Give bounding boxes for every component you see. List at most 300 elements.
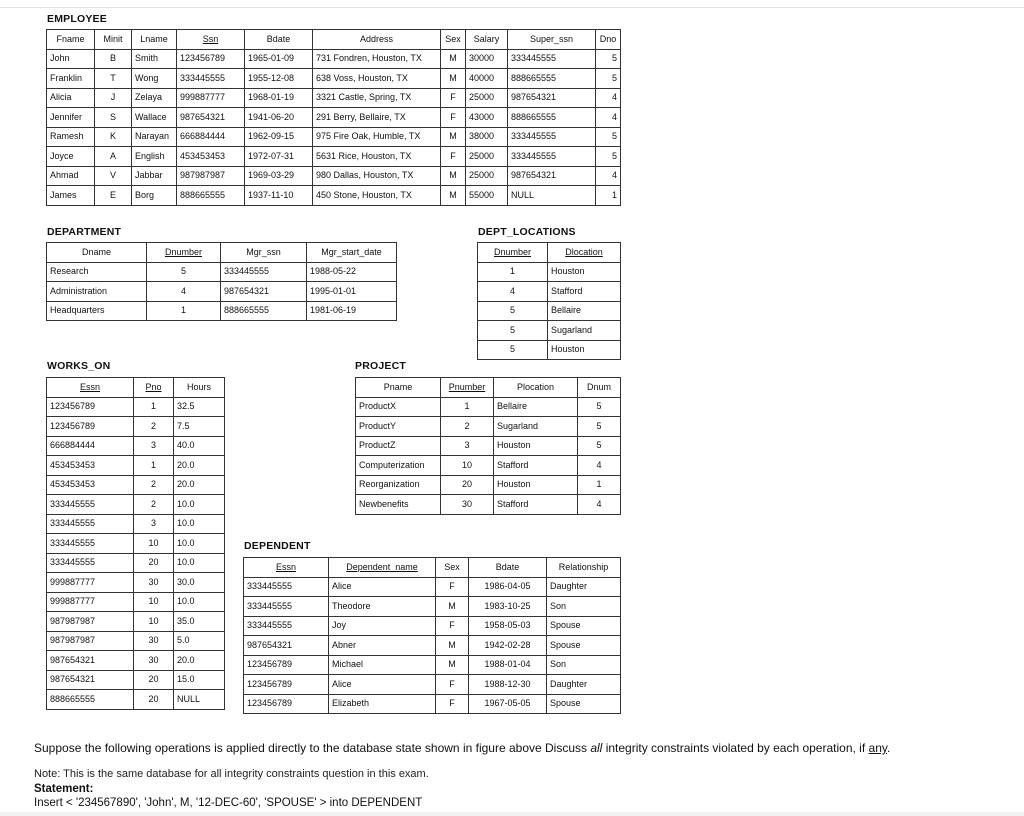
works-on-cell: 20 (134, 690, 174, 710)
dependent-row (244, 655, 621, 675)
department-cell: 1981-06-19 (307, 301, 397, 321)
department-table (46, 242, 397, 321)
employee-cell: F (441, 88, 466, 108)
works-on-cell: 999887777 (47, 573, 134, 593)
employee-cell: 4 (596, 166, 621, 186)
works-on-cell: 7.5 (174, 417, 225, 437)
employee-row (47, 147, 621, 167)
employee-cell: 980 Dallas, Houston, TX (313, 166, 441, 186)
dependent-cell: 123456789 (244, 694, 329, 714)
note-text: Note: This is the same database for all integrity constraints question in this exam. (34, 768, 429, 780)
employee-cell: Narayan (132, 127, 177, 147)
employee-body (47, 49, 621, 205)
dependent-cell: Son (547, 655, 621, 675)
department-cell: 987654321 (221, 282, 307, 302)
works-on-row (47, 475, 225, 495)
employee-cell: 888665555 (508, 108, 596, 128)
project-row (356, 417, 621, 437)
employee-cell: 43000 (466, 108, 508, 128)
employee-col-dno: Dno (596, 30, 621, 50)
dept-locations-cell: 4 (478, 282, 548, 302)
dept-locations-body (478, 262, 621, 360)
dependent-cell: F (436, 675, 469, 695)
employee-cell: 25000 (466, 166, 508, 186)
project-cell: Stafford (494, 456, 578, 476)
dependent-cell: 333445555 (244, 577, 329, 597)
works-on-cell: 3 (134, 514, 174, 534)
department-body (47, 262, 397, 321)
dependent-cell: Daughter (547, 675, 621, 695)
dependent-cell: Joy (329, 616, 436, 636)
employee-col-sex: Sex (441, 30, 466, 50)
works-on-table (46, 377, 225, 710)
question-text (34, 741, 890, 755)
employee-cell: 1965-01-09 (245, 49, 313, 69)
employee-cell: 1955-12-08 (245, 69, 313, 89)
dependent-cell: 1983-10-25 (469, 597, 547, 617)
department-col-dname: Dname (47, 243, 147, 263)
employee-cell: 5 (596, 147, 621, 167)
employee-cell: B (95, 49, 132, 69)
employee-cell: 333445555 (177, 69, 245, 89)
works-on-cell: 10 (134, 592, 174, 612)
employee-cell: 4 (596, 88, 621, 108)
works-on-row (47, 495, 225, 515)
department-cell: 1988-05-22 (307, 262, 397, 282)
project-cell: 10 (441, 456, 494, 476)
works-on-cell: 987987987 (47, 631, 134, 651)
works-on-cell: 15.0 (174, 670, 225, 690)
employee-cell: M (441, 69, 466, 89)
project-row (356, 495, 621, 515)
dept-locations-col-dnumber: Dnumber (478, 243, 548, 263)
employee-cell: 987654321 (508, 166, 596, 186)
dependent-row (244, 616, 621, 636)
employee-cell: Zelaya (132, 88, 177, 108)
works-on-cell: NULL (174, 690, 225, 710)
works-on-body (47, 397, 225, 709)
employee-cell: S (95, 108, 132, 128)
works-on-row (47, 553, 225, 573)
employee-cell: Ahmad (47, 166, 95, 186)
question-emphasis: all (590, 741, 603, 755)
bottom-bar (0, 812, 1024, 816)
works-on-cell: 20.0 (174, 456, 225, 476)
employee-cell: 987654321 (508, 88, 596, 108)
works-on-cell: 666884444 (47, 436, 134, 456)
works-on-row (47, 690, 225, 710)
employee-cell: J (95, 88, 132, 108)
employee-cell: 4 (596, 108, 621, 128)
project-cell: 1 (578, 475, 621, 495)
works-on-row (47, 670, 225, 690)
project-cell: Sugarland (494, 417, 578, 437)
dependent-header-row (244, 558, 621, 578)
dept-locations-row (478, 340, 621, 360)
employee-col-lname: Lname (132, 30, 177, 50)
project-cell: ProductY (356, 417, 441, 437)
employee-cell: 638 Voss, Houston, TX (313, 69, 441, 89)
works-on-row (47, 417, 225, 437)
project-cell: 30 (441, 495, 494, 515)
project-cell: Computerization (356, 456, 441, 476)
employee-cell: M (441, 166, 466, 186)
works-on-cell: 32.5 (174, 397, 225, 417)
employee-cell: 40000 (466, 69, 508, 89)
works-on-cell: 123456789 (47, 417, 134, 437)
statement-label: Statement: (34, 783, 94, 795)
department-cell: 4 (147, 282, 221, 302)
employee-cell: 3321 Castle, Spring, TX (313, 88, 441, 108)
works-on-cell: 10.0 (174, 553, 225, 573)
works-on-cell: 30 (134, 651, 174, 671)
works-on-cell: 987654321 (47, 651, 134, 671)
works-on-cell: 30.0 (174, 573, 225, 593)
project-body (356, 397, 621, 514)
employee-col-ssn: Ssn (177, 30, 245, 50)
project-cell: 1 (441, 397, 494, 417)
works-on-row (47, 573, 225, 593)
dependent-row (244, 694, 621, 714)
department-cell: 1995-01-01 (307, 282, 397, 302)
employee-cell: 1968-01-19 (245, 88, 313, 108)
project-cell: Stafford (494, 495, 578, 515)
employee-cell: A (95, 147, 132, 167)
employee-cell: 666884444 (177, 127, 245, 147)
project-cell: 4 (578, 495, 621, 515)
dependent-cell: Daughter (547, 577, 621, 597)
works-on-cell: 30 (134, 631, 174, 651)
question-underline: any (868, 741, 887, 755)
works-on-cell: 20 (134, 670, 174, 690)
dept-locations-row (478, 321, 621, 341)
dependent-cell: Spouse (547, 636, 621, 656)
works-on-row (47, 631, 225, 651)
dept-locations-col-dlocation: Dlocation (548, 243, 621, 263)
dept-locations-table (477, 242, 621, 360)
dept-locations-cell: Houston (548, 340, 621, 360)
dependent-cell: Spouse (547, 616, 621, 636)
dependent-cell: 123456789 (244, 655, 329, 675)
dependent-body (244, 577, 621, 714)
dependent-cell: 333445555 (244, 597, 329, 617)
employee-cell: Smith (132, 49, 177, 69)
employee-cell: 1972-07-31 (245, 147, 313, 167)
dependent-row (244, 636, 621, 656)
employee-row (47, 166, 621, 186)
employee-cell: 333445555 (508, 127, 596, 147)
employee-cell: 453453453 (177, 147, 245, 167)
works-on-cell: 40.0 (174, 436, 225, 456)
project-cell: 4 (578, 456, 621, 476)
project-cell: 20 (441, 475, 494, 495)
employee-cell: 1937-11-10 (245, 186, 313, 206)
employee-cell: Joyce (47, 147, 95, 167)
employee-cell: 291 Berry, Bellaire, TX (313, 108, 441, 128)
dependent-cell: 1988-01-04 (469, 655, 547, 675)
department-cell: 5 (147, 262, 221, 282)
question-part2: integrity constraints violated by each operation, if (602, 741, 869, 755)
works-on-header-row (47, 378, 225, 398)
dependent-col-sex: Sex (436, 558, 469, 578)
dependent-cell: 1967-05-05 (469, 694, 547, 714)
employee-cell: M (441, 127, 466, 147)
dept-locations-cell: 5 (478, 321, 548, 341)
dept-locations-cell: 5 (478, 340, 548, 360)
works-on-cell: 2 (134, 417, 174, 437)
dependent-cell: Michael (329, 655, 436, 675)
employee-cell: 55000 (466, 186, 508, 206)
works-on-cell: 20 (134, 553, 174, 573)
employee-cell: Franklin (47, 69, 95, 89)
dependent-col-essn: Essn (244, 558, 329, 578)
dependent-cell: M (436, 655, 469, 675)
dependent-cell: Elizabeth (329, 694, 436, 714)
dependent-cell: 1986-04-05 (469, 577, 547, 597)
dependent-cell: Spouse (547, 694, 621, 714)
works-on-cell: 10.0 (174, 592, 225, 612)
dependent-cell: F (436, 694, 469, 714)
employee-cell: 888665555 (508, 69, 596, 89)
employee-cell: 975 Fire Oak, Humble, TX (313, 127, 441, 147)
employee-cell: M (441, 49, 466, 69)
project-col-pnumber: Pnumber (441, 378, 494, 398)
dependent-cell: Abner (329, 636, 436, 656)
employee-col-minit: Minit (95, 30, 132, 50)
employee-cell: Borg (132, 186, 177, 206)
project-cell: Reorganization (356, 475, 441, 495)
dependent-cell: Son (547, 597, 621, 617)
employee-cell: F (441, 147, 466, 167)
dependent-cell: F (436, 616, 469, 636)
employee-cell: 25000 (466, 147, 508, 167)
works-on-cell: 10 (134, 612, 174, 632)
works-on-col-hours: Hours (174, 378, 225, 398)
dependent-cell: 987654321 (244, 636, 329, 656)
project-cell: Houston (494, 436, 578, 456)
project-row (356, 475, 621, 495)
works-on-cell: 333445555 (47, 553, 134, 573)
employee-cell: T (95, 69, 132, 89)
project-col-dnum: Dnum (578, 378, 621, 398)
works-on-cell: 1 (134, 397, 174, 417)
works-on-cell: 30 (134, 573, 174, 593)
dept-locations-cell: Sugarland (548, 321, 621, 341)
employee-header-row (47, 30, 621, 50)
statement-text: Insert < '234567890', 'John', M, '12-DEC-60', 'SPOUSE' > into DEPENDENT (34, 797, 423, 809)
employee-cell: 30000 (466, 49, 508, 69)
dept-locations-cell: Houston (548, 262, 621, 282)
works-on-cell: 3 (134, 436, 174, 456)
employee-col-fname: Fname (47, 30, 95, 50)
works-on-cell: 1 (134, 456, 174, 476)
dependent-row (244, 597, 621, 617)
project-cell: Bellaire (494, 397, 578, 417)
project-cell: 5 (578, 417, 621, 437)
employee-cell: V (95, 166, 132, 186)
department-row (47, 301, 397, 321)
works-on-cell: 999887777 (47, 592, 134, 612)
project-cell: Newbenefits (356, 495, 441, 515)
employee-col-address: Address (313, 30, 441, 50)
dependent-cell: F (436, 577, 469, 597)
employee-cell: 5 (596, 127, 621, 147)
dept-locations-header-row (478, 243, 621, 263)
dependent-col-dependent-name: Dependent_name (329, 558, 436, 578)
works-on-cell: 333445555 (47, 514, 134, 534)
dept-locations-row (478, 262, 621, 282)
employee-table (46, 29, 621, 206)
employee-cell: NULL (508, 186, 596, 206)
department-cell: 333445555 (221, 262, 307, 282)
project-row (356, 456, 621, 476)
works-on-cell: 333445555 (47, 495, 134, 515)
project-cell: 5 (578, 436, 621, 456)
project-table (355, 377, 621, 515)
employee-row (47, 127, 621, 147)
project-header-row (356, 378, 621, 398)
question-part3: . (886, 741, 891, 755)
works-on-row (47, 456, 225, 476)
works-on-cell: 10.0 (174, 534, 225, 554)
dept-locations-row (478, 301, 621, 321)
department-col-mgr-start-date: Mgr_start_date (307, 243, 397, 263)
employee-cell: 1969-03-29 (245, 166, 313, 186)
dependent-cell: 1988-12-30 (469, 675, 547, 695)
works-on-cell: 10 (134, 534, 174, 554)
works-on-cell: 123456789 (47, 397, 134, 417)
employee-cell: 25000 (466, 88, 508, 108)
project-col-plocation: Plocation (494, 378, 578, 398)
employee-cell: Alicia (47, 88, 95, 108)
works-on-cell: 333445555 (47, 534, 134, 554)
works-on-row (47, 651, 225, 671)
dependent-row (244, 675, 621, 695)
employee-cell: 999887777 (177, 88, 245, 108)
works-on-col-essn: Essn (47, 378, 134, 398)
works-on-cell: 987654321 (47, 670, 134, 690)
employee-col-salary: Salary (466, 30, 508, 50)
employee-cell: Wong (132, 69, 177, 89)
employee-cell: K (95, 127, 132, 147)
employee-cell: 5 (596, 49, 621, 69)
works-on-cell: 453453453 (47, 475, 134, 495)
works-on-cell: 2 (134, 495, 174, 515)
works-on-cell: 453453453 (47, 456, 134, 476)
project-title: PROJECT (355, 360, 406, 372)
dependent-title: DEPENDENT (244, 540, 311, 552)
department-header-row (47, 243, 397, 263)
employee-cell: M (441, 186, 466, 206)
employee-row (47, 49, 621, 69)
department-row (47, 262, 397, 282)
employee-cell: 987654321 (177, 108, 245, 128)
project-row (356, 436, 621, 456)
employee-cell: E (95, 186, 132, 206)
employee-cell: John (47, 49, 95, 69)
employee-title: EMPLOYEE (47, 13, 107, 25)
employee-cell: 38000 (466, 127, 508, 147)
department-row (47, 282, 397, 302)
employee-cell: 5 (596, 69, 621, 89)
works-on-cell: 10.0 (174, 495, 225, 515)
dependent-col-relationship: Relationship (547, 558, 621, 578)
dependent-cell: M (436, 597, 469, 617)
dept-locations-cell: Stafford (548, 282, 621, 302)
project-cell: ProductX (356, 397, 441, 417)
employee-cell: 450 Stone, Houston, TX (313, 186, 441, 206)
works-on-cell: 35.0 (174, 612, 225, 632)
employee-cell: English (132, 147, 177, 167)
question-part1: Suppose the following operations is applied directly to the database state shown in figure above Discuss (34, 741, 591, 755)
department-cell: Administration (47, 282, 147, 302)
works-on-cell: 2 (134, 475, 174, 495)
works-on-col-pno: Pno (134, 378, 174, 398)
project-cell: 2 (441, 417, 494, 437)
dependent-cell: 123456789 (244, 675, 329, 695)
dept-locations-row (478, 282, 621, 302)
employee-col-bdate: Bdate (245, 30, 313, 50)
employee-row (47, 88, 621, 108)
dependent-cell: M (436, 636, 469, 656)
dept-locations-cell: 1 (478, 262, 548, 282)
department-title: DEPARTMENT (47, 226, 122, 238)
works-on-row (47, 612, 225, 632)
works-on-row (47, 397, 225, 417)
employee-cell: Jennifer (47, 108, 95, 128)
employee-cell: 333445555 (508, 49, 596, 69)
project-row (356, 397, 621, 417)
employee-cell: 1962-09-15 (245, 127, 313, 147)
works-on-cell: 5.0 (174, 631, 225, 651)
employee-cell: James (47, 186, 95, 206)
department-cell: Research (47, 262, 147, 282)
project-cell: Houston (494, 475, 578, 495)
dependent-table (243, 557, 621, 714)
dependent-cell: 1958-05-03 (469, 616, 547, 636)
department-cell: Headquarters (47, 301, 147, 321)
employee-cell: 5631 Rice, Houston, TX (313, 147, 441, 167)
works-on-cell: 888665555 (47, 690, 134, 710)
employee-cell: 333445555 (508, 147, 596, 167)
employee-cell: 987987987 (177, 166, 245, 186)
employee-cell: 888665555 (177, 186, 245, 206)
department-cell: 888665555 (221, 301, 307, 321)
works-on-cell: 20.0 (174, 651, 225, 671)
dept-locations-cell: Bellaire (548, 301, 621, 321)
dependent-cell: 1942-02-28 (469, 636, 547, 656)
employee-cell: 123456789 (177, 49, 245, 69)
dependent-cell: Theodore (329, 597, 436, 617)
project-col-pname: Pname (356, 378, 441, 398)
works-on-row (47, 514, 225, 534)
employee-col-super-ssn: Super_ssn (508, 30, 596, 50)
works-on-row (47, 592, 225, 612)
employee-row (47, 108, 621, 128)
works-on-cell: 20.0 (174, 475, 225, 495)
department-col-dnumber: Dnumber (147, 243, 221, 263)
project-cell: ProductZ (356, 436, 441, 456)
employee-cell: 731 Fondren, Houston, TX (313, 49, 441, 69)
dept-locations-cell: 5 (478, 301, 548, 321)
project-cell: 3 (441, 436, 494, 456)
works-on-cell: 987987987 (47, 612, 134, 632)
works-on-row (47, 534, 225, 554)
dependent-cell: Alice (329, 675, 436, 695)
dependent-row (244, 577, 621, 597)
employee-cell: Jabbar (132, 166, 177, 186)
employee-cell: Ramesh (47, 127, 95, 147)
